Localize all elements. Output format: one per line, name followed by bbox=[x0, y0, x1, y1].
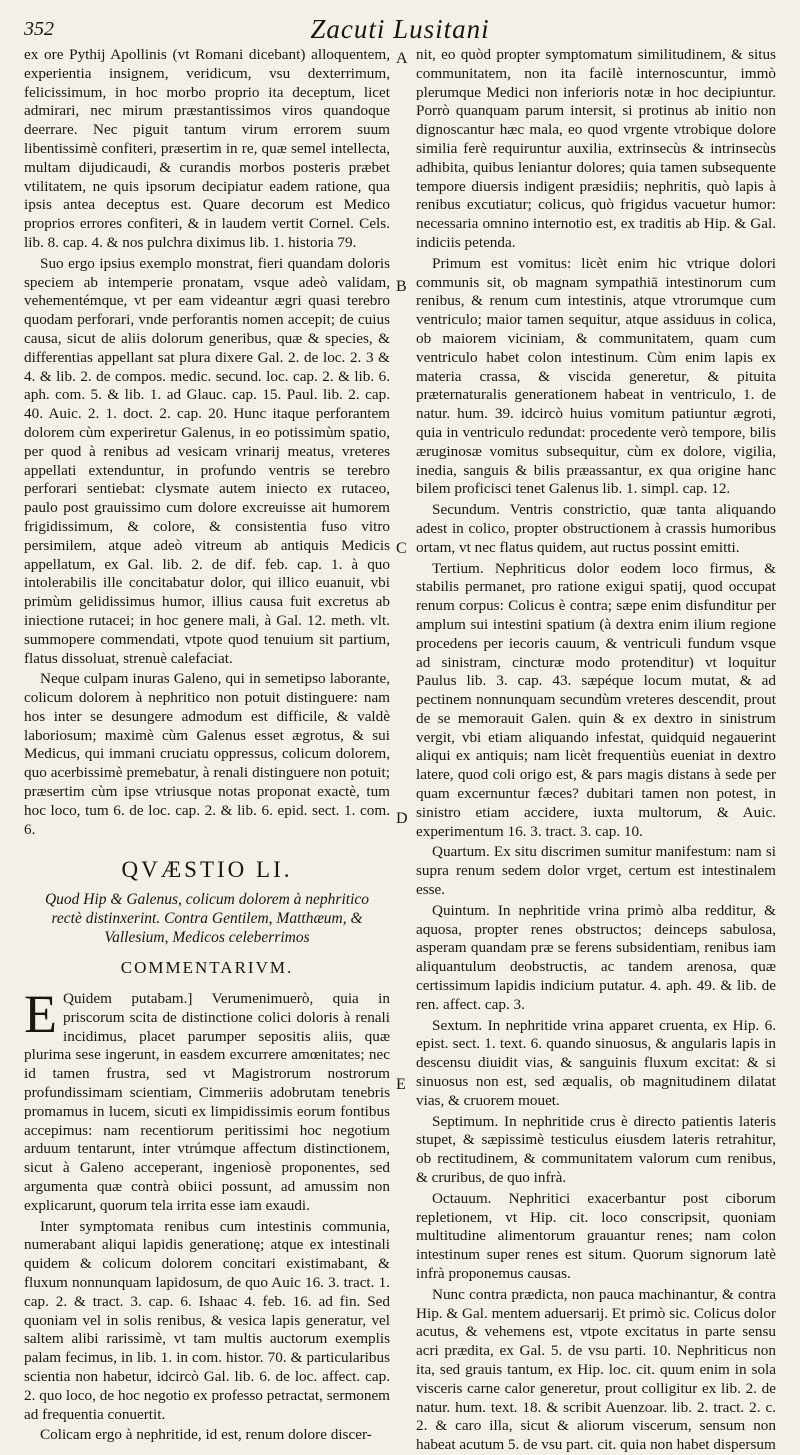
margin-letter-b: B bbox=[396, 278, 407, 295]
margin-letter-a: A bbox=[396, 50, 408, 67]
running-title: Zacuti Lusitani bbox=[310, 14, 490, 44]
paragraph: Colicam ergo à nephritide, id est, renum dolore discer- bbox=[40, 1426, 372, 1444]
page-number: 352 bbox=[24, 18, 54, 40]
paragraph: Neque culpam inuras Galeno, qui in semetipso laborante, colicum dolorem à nephritico non potuit distinguere: nam hos inter se desungere admodum est difficile, & valdè laboriosum; maximè cùm Galenus esset ægrotus, & sui Medicus, qui immani cruciatu oppressus, colicum dolorem, quo acerbissimè premebatur, à renali distinguere non potuit; præsertim cùm ipse vtriusque notas proponat exactè, tum hoc loco, tum 6. de loc. cap. 2. & lib. 6. epid. sect. 1. com. 6. bbox=[24, 670, 390, 838]
paragraph: Octauum. Nephritici exacerbantur post ciborum repletionem, vt Hip. cit. loco conscripsit, quoniam multitudine alimentorum grauantur renes; nam colon intestinum super renes est situm. Quorum signorum latè infrà proponemus causas. bbox=[416, 1189, 776, 1282]
paragraph: Septimum. In nephritide crus è directo patientis lateris stupet, & sæpissimè testiculus eiusdem lateris retrahitur, ob rectitudinem, & communitatem valorum cum renibus, & cruribus, de quo infrà. bbox=[416, 1112, 776, 1187]
margin-letter-e: E bbox=[396, 1076, 406, 1093]
running-header bbox=[0, 14, 800, 46]
margin-letter-d: D bbox=[396, 810, 408, 827]
commentary-title: COMMENTARIVM. bbox=[120, 958, 294, 978]
left-column bbox=[24, 46, 390, 1444]
paragraph-text: Quidem putabam.] Verumenimuerò, quia in priscorum scita de distinctione colici doloris à renali incidimus, placet parumper sepositis aliis, quæ plurima sese ingerunt, in easdem excurrere amœnitates; nec id tamen frustra, sed vt Magistrorum nostrorum profundissimam scientiam, Cimmeriis adobrutam tenebris promamus in lucem, sicuti ex limpidissimis eorum fontibus accepimus: nam recentiorum peritissimi hoc negotium arduum tentarunt, inter vtrúmque affectum distinctionem, sicut à Galeno acceperant, ingeniosè proponentes, sed argumenta quæ contrà obiici possunt, ad amussim non explicarunt, quorum tela irrita esse iam exaudi. bbox=[24, 990, 390, 1214]
paragraph: Suo ergo ipsius exemplo monstrat, fieri quandam doloris speciem ab intemperie pronatam, vsque adeò validam, vehementémque, vt per eam videantur ægri quasi terebro quodam perforari, vnde perforantis nomen accepit; de cuius causa, sicut de aliis dolorum generibus, quæ & species, & differentias appellant sat plura dixere Gal. 2. de loc. 2. 3 & 4. & lib. 2. de compos. medic. secund. loc. cap. 2. & lib. 6. aph. com. 5. & lib. 1. ad Glauc. cap. 15. Paul. lib. 2. cap. 40. Auic. 2. 1. doct. 2. cap. 20. Hunc itaque perforantem dolorem cùm experiretur Galenus, in eo potissimùm spatio, per quod à renibus ad vesicam vrinarij meatus, vreteres appellati extenduntur, in profundo ventris se terebro perforari sentiebat: clysmate autem iniecto ex rutaceo, paulo post grauissimo cum dolore excreuisse ait humorem frigidissimum, & colore, & consistentia fuso vitro persimilem, atque adeò vitreum ab antiquis Medicis appellatum, ex Gal. lib. 2. de dif. feb. cap. 1. à quo intolerabilis ille concitabatur dolor, qui illico euanuit, vbi primùm gelidissimus humor, illius causa fuit excretus ab iniectione rutacei; in hoc genere mali, à Gal. 12. meth. vlt. summopere commendati, vtpote quod tenuium sit partium, flatus dissoluat, strenuè calefaciat. bbox=[24, 254, 390, 667]
paragraph: nit, eo quòd propter symptomatum similitudinem, & situs communitatem, non ita facilè internoscuntur, immò plerumque Medici non inferioris notæ in hoc decipiuntur. Porrò quanquam parum intersit, si protinus ab initio non dignoscantur hæc mala, eo quod vrgente vtrobique dolore similia ferè requiruntur auxilia, extrinsecùs & intrinsecùs adhibita, quibus leniantur dolores; quia tamen subsequente tempore diuersis indigent præsidiis; nephritis, quò lapis à renibus excutiatur; colicus, quò frigidus vacuetur humor: necessaria omnino internotio est, ex traditis ab Hip. & Gal. indiciis petenda. bbox=[416, 46, 776, 251]
paragraph: Nunc contra prædicta, non pauca machinantur, & contra Hip. & Gal. mentem aduersarij. Et primò sic. Colicus dolor acutus, & vehemens est, vtpote excitatus in parte sensu acri prædita, ex Gal. 5. de vsu parti. 10. Nephriticus non ita, sed grauis tantum, ex Hip. loc. cit. quum enim in sola visceris carne calor generetur, prout colligitur ex lib. 2. de natur. hum. text. 18. & scribit Auenzoar. lib. 2. tract. 2. c. 2. & caro illa, sicut & aliorum viscerum, sensum non habeat acutum 5. de vsu part. cit. quia non habet dispersum bbox=[416, 1285, 776, 1454]
drop-initial: E bbox=[24, 984, 57, 1045]
paragraph: Quartum. Ex situ discrimen sumitur manifestum: nam si supra renum sedem dolor vrget, certum est intestinalem esse. bbox=[416, 843, 776, 899]
margin-letter-c: C bbox=[396, 540, 407, 557]
right-column bbox=[416, 46, 776, 1454]
paragraph: Primum est vomitus: licèt enim hic vtrique dolori communis sit, ob magnam sympathiā intestinorum cum renibus, & renum cum intestinis, atque vtrorumque cum ventriculo; maior tamen sequitur, atque assiduus in colica, ob maiorem viciniam, & communitatem, quam cum ventriculo habet colon intestinum. Cùm enim lapis ex materia crassa, & viscida generetur, & pituita præternaturalis generationem habeat in ventriculo, 1. de natur. hum. 39. idcircò huius vomitum patiuntur ægroti, quia in ventriculo redundat: procedente verò tempore, bilis æruginosæ vomitus subsequitur, cùm ex dolore, vigilia, inedia, sanguis & bilis præassantur, ex qua origine hanc bilem proficisci tenet Galenus lib. 1. simpl. cap. 12. bbox=[416, 254, 776, 498]
paragraph: Secundum. Ventris constrictio, quæ tanta aliquando adest in colico, propter obstructionem à crassis humoribus ortam, vt nec flatus quidem, aut ructus possint emitti. bbox=[416, 501, 776, 556]
question-title: QVÆSTIO LI. bbox=[121, 857, 293, 883]
paragraph: Sextum. In nephritide vrina apparet cruenta, ex Hip. 6. epist. sect. 1. text. 6. quando sinuosus, & angularis lapis in descensu diuidit vias, & sanguinis fluxum excitat: & si sinuosus non est, sed æqualis, ob magnitudinem dilatat vias, & cruorem mouet. bbox=[416, 1016, 776, 1109]
paragraph: Inter symptomata renibus cum intestinis communia, numerabant aliqui lapidis generationę; atque ex intestinali quidem & colicum dolorem concitari existimabant, & fluxum nonnunquam lapidosum, de quo Auic 16. 3. tract. 1. cap. 2. & tract. 3. cap. 6. Ishaac 4. feb. 16. ad fin. Sed quoniam vel in solis renibus, & vesica lapis generatur, vel saltem alibi rarissimè, vt tam multis auctorum exemplis palam fecimus, in lib. 1. in com. histor. 70. & particularibus scientia non habetur, idcircò Gal. lib. 6. de loc. affect. cap. 2. quo loco, de hoc negotio ex professo petractat, sermonem ad frequentia conuertit. bbox=[24, 1217, 390, 1423]
paragraph: Tertium. Nephriticus dolor eodem loco firmus, & stabilis permanet, pro ratione exigui spatij, quod occupat renum corpus: Colicus è contra; sæpe enim disfunditur per amplum sui intestini spatium (à dextra enim ilium regione procedens per iecoris cauum, & ventriculi fundum vsque ad sinistram, cincturæ modo protenditur) vt loquitur Paulus lib. 3. cap. 43. sæpéque locum mutat, & ad pectinem nonnunquam secundùm vreteres descendit, prout de se memorauit Galen. quin & ex dextro in sinistrum vergit, vbi etiam aliquando infestat, quidquid negauerint aliqui ex antiquis; nam licèt frequentiùs eueniat in dextro latere, quod coli origo est, & pars magis distans à sede per quam excernuntur fæces? dubitari tamen non potest, in sinistro etiam accidere, iuxta multorum, & Auic. experimentum 16. 3. tract. 3. cap. 10. bbox=[416, 559, 776, 840]
question-subtitle: Quod Hip & Galenus, colicum dolorem à nephritico rectè distinxerint. Contra Gentilem, Matthæum, & Vallesium, Medicos celeberrimos bbox=[44, 891, 370, 947]
paragraph: ex ore Pythij Apollinis (vt Romani dicebant) alloquentem, experientia insignem, veridicum, vsu dexterrimum, felicissimum, in hoc morbo proprio ita deceptum, licet admirari, nec mirum præstantissimos viros quandoque deerrare. Nec piguit tantum virum errorem suum libentissimè confiteri, præsertim in re, quæ semel intellecta, multam dijudicaudi, & curandis morbos posteris præbet vtilitatem, ne quis ipsorum decipiatur eadem ratione, qua ipsis antea deceptus est. Quare decorum est Medico proprios errores confiteri, & in laudem vertit Cornel. Cels. lib. 8. cap. 4. & nos pulchra diximus lib. 1. historia 79. bbox=[24, 46, 390, 251]
paragraph bbox=[24, 984, 390, 1216]
paragraph: Quintum. In nephritide vrina primò alba redditur, & aquosa, propter renes obstructos; deinceps sabulosa, asperam quandam præ se ferens subsidentiam, renibus iam aliquantulum deobstructis, ac tandem arenosa, quæ certissimum lapidis indicium putatur. 4. aph. 49. & lib. de ren. affect. cap. 3. bbox=[416, 901, 776, 1013]
